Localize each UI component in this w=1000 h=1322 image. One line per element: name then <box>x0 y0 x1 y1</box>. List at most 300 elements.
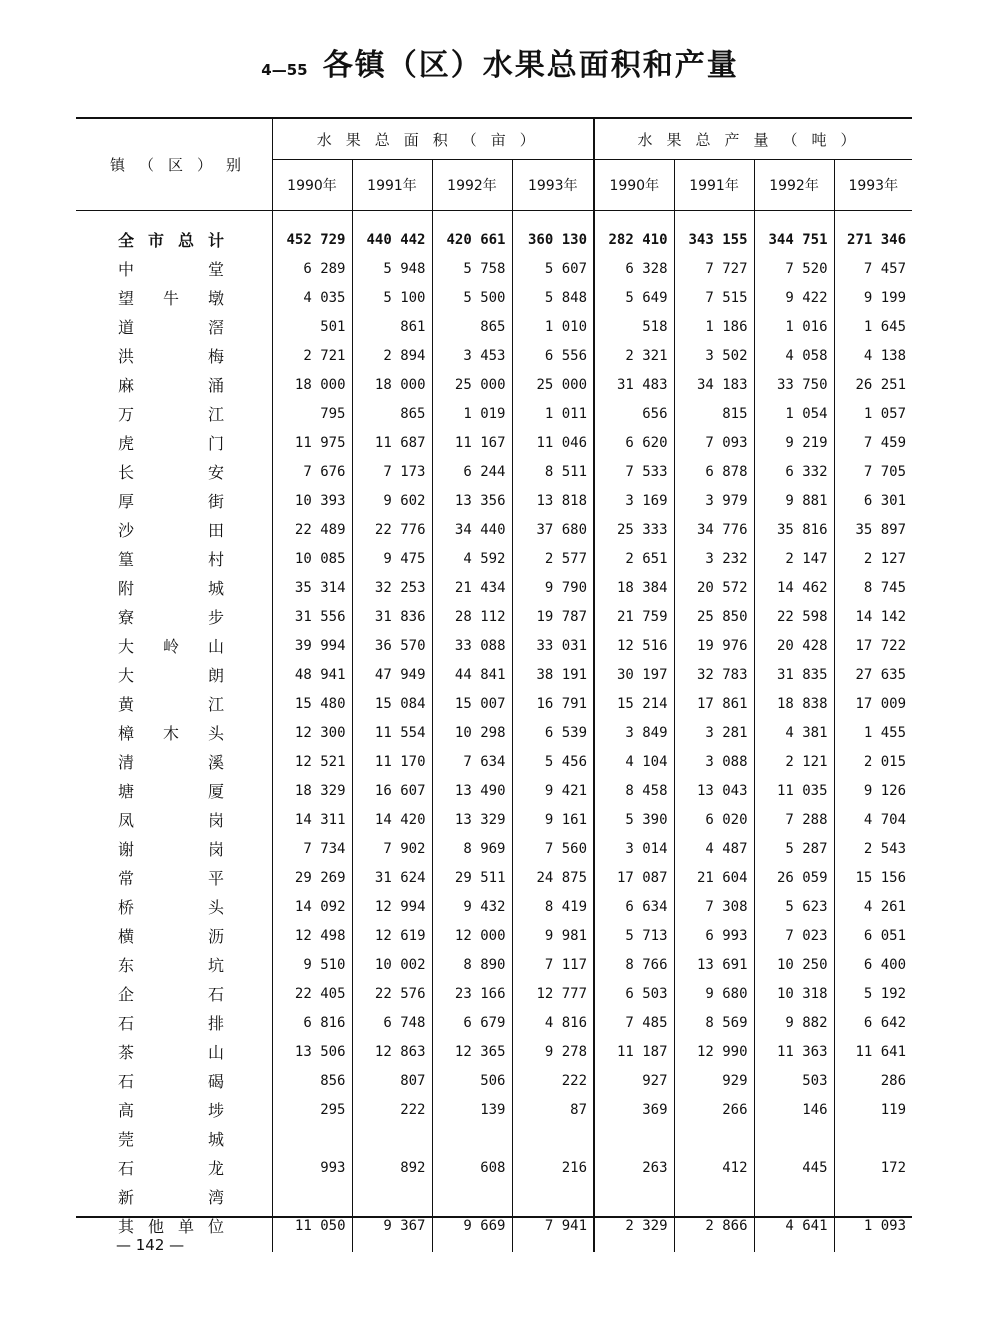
table-cell <box>512 1124 594 1153</box>
table-cell: 9 790 <box>512 573 594 602</box>
row-name-char: 黄 <box>118 695 135 714</box>
table-row <box>76 979 912 1008</box>
table-cell: 5 649 <box>594 283 674 312</box>
row-name-char: 篁 <box>118 550 135 569</box>
table-cell: 5 456 <box>512 747 594 776</box>
table-cell: 12 619 <box>352 921 432 950</box>
table-cell: 34 440 <box>432 515 512 544</box>
row-name-char: 他 <box>147 1217 164 1236</box>
table-cell: 25 333 <box>594 515 674 544</box>
table-cell: 18 329 <box>272 776 352 805</box>
row-name-char: 溪 <box>207 753 224 772</box>
table-cell: 2 321 <box>594 341 674 370</box>
row-name-text <box>118 953 224 976</box>
table-cell: 5 100 <box>352 283 432 312</box>
row-name-text <box>118 315 224 338</box>
table-cell <box>432 1124 512 1153</box>
table-cell: 7 533 <box>594 457 674 486</box>
row-name-char: 虎 <box>118 434 135 453</box>
table-cell: 33 088 <box>432 631 512 660</box>
table-cell: 9 669 <box>432 1211 512 1252</box>
row-name-char: 木 <box>162 724 179 743</box>
table-cell: 6 051 <box>834 921 912 950</box>
table-cell: 26 059 <box>754 863 834 892</box>
row-name-char: 江 <box>207 405 224 424</box>
table-cell: 7 288 <box>754 805 834 834</box>
table-cell: 11 046 <box>512 428 594 457</box>
table-cell: 503 <box>754 1066 834 1095</box>
table-cell: 7 734 <box>272 834 352 863</box>
table-title: 各镇（区）水果总面积和产量 <box>322 48 739 83</box>
table-cell: 15 156 <box>834 863 912 892</box>
table-cell: 10 393 <box>272 486 352 515</box>
table-cell <box>272 1124 352 1153</box>
row-name <box>76 660 272 689</box>
row-name-text <box>118 1040 224 1063</box>
table-cell: 11 170 <box>352 747 432 776</box>
table-cell: 9 422 <box>754 283 834 312</box>
table-cell: 10 298 <box>432 718 512 747</box>
table-cell: 344 751 <box>754 211 834 255</box>
table-cell: 4 104 <box>594 747 674 776</box>
table-cell: 13 043 <box>674 776 754 805</box>
row-name-text <box>118 837 224 860</box>
year-header: 1990年 <box>272 160 352 211</box>
table-cell: 412 <box>674 1153 754 1182</box>
row-name <box>76 747 272 776</box>
table-cell: 23 166 <box>432 979 512 1008</box>
table-cell: 13 818 <box>512 486 594 515</box>
production-group-header: 水果总产量（吨） <box>594 118 912 160</box>
table-cell: 7 634 <box>432 747 512 776</box>
table-row <box>76 1182 912 1211</box>
table-cell: 2 127 <box>834 544 912 573</box>
table-row <box>76 892 912 921</box>
table-cell: 5 500 <box>432 283 512 312</box>
row-name-char: 山 <box>207 1043 224 1062</box>
row-name-char: 洪 <box>118 347 135 366</box>
table-cell: 6 993 <box>674 921 754 950</box>
table-cell: 3 979 <box>674 486 754 515</box>
row-name-text <box>118 431 224 454</box>
table-cell: 9 219 <box>754 428 834 457</box>
table-cell: 4 058 <box>754 341 834 370</box>
table-row <box>76 718 912 747</box>
row-name-char: 石 <box>207 985 224 1004</box>
row-name-text <box>118 547 224 570</box>
table-row <box>76 805 912 834</box>
row-name <box>76 1008 272 1037</box>
table-cell: 6 878 <box>674 457 754 486</box>
row-name-char: 湾 <box>207 1188 224 1207</box>
table-cell: 445 <box>754 1153 834 1182</box>
row-name-text <box>118 634 224 657</box>
row-name-text <box>118 286 224 309</box>
table-row <box>76 1153 912 1182</box>
table-cell: 6 244 <box>432 457 512 486</box>
table-cell: 2 147 <box>754 544 834 573</box>
table-cell: 15 214 <box>594 689 674 718</box>
row-name-char: 寮 <box>118 608 135 627</box>
table-cell: 5 287 <box>754 834 834 863</box>
table-cell: 10 250 <box>754 950 834 979</box>
row-name <box>76 1066 272 1095</box>
table-cell: 4 641 <box>754 1211 834 1252</box>
row-name-char: 大 <box>118 637 135 656</box>
table-cell: 22 405 <box>272 979 352 1008</box>
row-name-char: 大 <box>118 666 135 685</box>
table-cell: 3 014 <box>594 834 674 863</box>
table-cell: 518 <box>594 312 674 341</box>
table-cell: 6 816 <box>272 1008 352 1037</box>
row-name-char: 滘 <box>207 318 224 337</box>
table-cell: 9 881 <box>754 486 834 515</box>
row-name <box>76 1153 272 1182</box>
table-cell: 4 381 <box>754 718 834 747</box>
table-cell: 8 969 <box>432 834 512 863</box>
table-cell: 6 301 <box>834 486 912 515</box>
table-cell: 28 112 <box>432 602 512 631</box>
row-name <box>76 544 272 573</box>
table-row <box>76 486 912 515</box>
table-cell: 47 949 <box>352 660 432 689</box>
row-name-text <box>118 808 224 831</box>
total-row <box>76 211 912 255</box>
table-cell: 31 483 <box>594 370 674 399</box>
table-cell: 26 251 <box>834 370 912 399</box>
year-header: 1992年 <box>754 160 834 211</box>
table-cell: 8 766 <box>594 950 674 979</box>
row-name <box>76 863 272 892</box>
row-name-text <box>118 1069 224 1092</box>
table-cell: 5 607 <box>512 254 594 283</box>
table-cell: 7 459 <box>834 428 912 457</box>
table-cell: 656 <box>594 399 674 428</box>
row-name-char: 全 <box>118 231 135 250</box>
row-name-char: 龙 <box>207 1159 224 1178</box>
table-row <box>76 747 912 776</box>
row-name <box>76 1037 272 1066</box>
row-name <box>76 602 272 631</box>
table-cell: 11 554 <box>352 718 432 747</box>
table-cell: 11 687 <box>352 428 432 457</box>
page-number: — 142 — <box>116 1236 185 1254</box>
table-cell: 11 641 <box>834 1037 912 1066</box>
table-cell: 6 020 <box>674 805 754 834</box>
row-name-char: 厚 <box>118 492 135 511</box>
row-name <box>76 1095 272 1124</box>
year-header: 1990年 <box>594 160 674 211</box>
table-cell: 263 <box>594 1153 674 1182</box>
table-row <box>76 1124 912 1153</box>
table-cell: 865 <box>432 312 512 341</box>
table-cell: 861 <box>352 312 432 341</box>
table-cell: 12 994 <box>352 892 432 921</box>
row-name-char: 城 <box>207 1130 224 1149</box>
row-name-char: 沙 <box>118 521 135 540</box>
row-name-text <box>118 721 224 744</box>
row-name-char: 山 <box>207 637 224 656</box>
table-row <box>76 1008 912 1037</box>
table-cell: 34 183 <box>674 370 754 399</box>
table-cell: 13 329 <box>432 805 512 834</box>
table-row <box>76 660 912 689</box>
table-cell: 18 000 <box>272 370 352 399</box>
row-name-char: 高 <box>118 1101 135 1120</box>
table-cell: 18 838 <box>754 689 834 718</box>
row-name-char: 桥 <box>118 898 135 917</box>
row-name-text <box>118 1185 224 1208</box>
table-cell: 6 400 <box>834 950 912 979</box>
table-cell: 27 635 <box>834 660 912 689</box>
table-cell: 24 875 <box>512 863 594 892</box>
row-name <box>76 631 272 660</box>
table-cell: 6 634 <box>594 892 674 921</box>
table-row <box>76 776 912 805</box>
table-cell: 440 442 <box>352 211 432 255</box>
table-cell: 7 676 <box>272 457 352 486</box>
table-cell: 1 186 <box>674 312 754 341</box>
row-name-char: 其 <box>118 1217 135 1236</box>
table-cell: 34 776 <box>674 515 754 544</box>
row-name <box>76 457 272 486</box>
table-cell: 1 645 <box>834 312 912 341</box>
table-cell: 31 624 <box>352 863 432 892</box>
row-name-char: 中 <box>118 260 135 279</box>
row-name-char: 沥 <box>207 927 224 946</box>
table-cell: 2 543 <box>834 834 912 863</box>
table-cell: 9 278 <box>512 1037 594 1066</box>
table-cell: 4 704 <box>834 805 912 834</box>
table-cell: 608 <box>432 1153 512 1182</box>
row-name-char: 总 <box>177 231 194 250</box>
row-name-char: 岗 <box>207 840 224 859</box>
table-cell: 32 253 <box>352 573 432 602</box>
table-cell: 15 480 <box>272 689 352 718</box>
table-cell: 3 849 <box>594 718 674 747</box>
table-cell: 295 <box>272 1095 352 1124</box>
row-name <box>76 341 272 370</box>
table-cell: 21 434 <box>432 573 512 602</box>
table-cell: 7 093 <box>674 428 754 457</box>
table-cell: 9 161 <box>512 805 594 834</box>
row-name-char: 市 <box>147 231 164 250</box>
row-name-text <box>118 373 224 396</box>
row-name-char: 步 <box>207 608 224 627</box>
table-cell: 271 346 <box>834 211 912 255</box>
table-cell: 4 035 <box>272 283 352 312</box>
table-cell: 9 421 <box>512 776 594 805</box>
table-cell: 13 691 <box>674 950 754 979</box>
table-cell: 14 311 <box>272 805 352 834</box>
table-cell: 815 <box>674 399 754 428</box>
row-name-text <box>118 663 224 686</box>
table-cell: 29 511 <box>432 863 512 892</box>
year-header: 1991年 <box>674 160 754 211</box>
table-cell: 35 314 <box>272 573 352 602</box>
table-cell: 6 328 <box>594 254 674 283</box>
table-cell: 2 651 <box>594 544 674 573</box>
table-cell: 33 031 <box>512 631 594 660</box>
row-name-text <box>118 924 224 947</box>
table-cell: 5 192 <box>834 979 912 1008</box>
table-cell: 3 502 <box>674 341 754 370</box>
table-cell: 17 722 <box>834 631 912 660</box>
row-name-char: 长 <box>118 463 135 482</box>
table-cell: 1 455 <box>834 718 912 747</box>
row-name-char: 岭 <box>162 637 179 656</box>
table-cell: 16 791 <box>512 689 594 718</box>
table-cell: 5 623 <box>754 892 834 921</box>
table-cell: 6 679 <box>432 1008 512 1037</box>
row-name-char: 单 <box>177 1217 194 1236</box>
table-row <box>76 1037 912 1066</box>
row-name-text <box>118 518 224 541</box>
table-cell: 8 890 <box>432 950 512 979</box>
row-name-text <box>118 1098 224 1121</box>
row-name-char: 塘 <box>118 782 135 801</box>
table-cell: 25 000 <box>432 370 512 399</box>
table-cell: 5 758 <box>432 254 512 283</box>
table-cell: 5 948 <box>352 254 432 283</box>
table-cell: 30 197 <box>594 660 674 689</box>
row-name-char: 门 <box>207 434 224 453</box>
row-name-char: 堂 <box>207 260 224 279</box>
table-cell: 17 087 <box>594 863 674 892</box>
table-cell: 172 <box>834 1153 912 1182</box>
table-cell <box>594 1182 674 1211</box>
bottom-rule <box>76 1216 912 1218</box>
area-group-header: 水果总面积（亩） <box>272 118 594 160</box>
row-name-text <box>118 750 224 773</box>
table-number: 4—55 <box>261 61 308 79</box>
row-name-char: 头 <box>207 898 224 917</box>
row-name-char: 江 <box>207 695 224 714</box>
table-cell: 7 520 <box>754 254 834 283</box>
row-name-char: 街 <box>207 492 224 511</box>
table-cell: 10 318 <box>754 979 834 1008</box>
table-cell: 7 308 <box>674 892 754 921</box>
table-row <box>76 834 912 863</box>
table-cell: 8 458 <box>594 776 674 805</box>
row-name-char: 望 <box>118 289 135 308</box>
table-cell: 12 365 <box>432 1037 512 1066</box>
table-row <box>76 921 912 950</box>
row-name-text <box>118 344 224 367</box>
row-name-char: 城 <box>207 579 224 598</box>
table-cell: 8 419 <box>512 892 594 921</box>
table-cell: 9 680 <box>674 979 754 1008</box>
row-name-text <box>118 982 224 1005</box>
table-cell: 9 475 <box>352 544 432 573</box>
table-cell: 31 835 <box>754 660 834 689</box>
table-cell: 286 <box>834 1066 912 1095</box>
row-name <box>76 515 272 544</box>
table-cell: 31 836 <box>352 602 432 631</box>
table-row <box>76 602 912 631</box>
row-name-text <box>118 779 224 802</box>
row-name <box>76 834 272 863</box>
table-cell: 19 976 <box>674 631 754 660</box>
table-cell: 4 487 <box>674 834 754 863</box>
table-cell <box>754 1124 834 1153</box>
row-name-char: 朗 <box>207 666 224 685</box>
table-cell: 15 007 <box>432 689 512 718</box>
row-name <box>76 254 272 283</box>
row-name-char: 茶 <box>118 1043 135 1062</box>
table-cell: 22 576 <box>352 979 432 1008</box>
table-cell: 15 084 <box>352 689 432 718</box>
table-cell: 993 <box>272 1153 352 1182</box>
table-cell: 7 457 <box>834 254 912 283</box>
table-cell: 452 729 <box>272 211 352 255</box>
row-name <box>76 370 272 399</box>
row-name-char: 梅 <box>207 347 224 366</box>
table-cell: 7 023 <box>754 921 834 950</box>
table-cell: 222 <box>352 1095 432 1124</box>
table-cell: 9 981 <box>512 921 594 950</box>
table-cell: 32 783 <box>674 660 754 689</box>
table-cell: 1 057 <box>834 399 912 428</box>
row-name-char: 东 <box>118 956 135 975</box>
table-cell: 9 510 <box>272 950 352 979</box>
row-name-text <box>118 1127 224 1150</box>
table-cell: 11 187 <box>594 1037 674 1066</box>
table-cell: 807 <box>352 1066 432 1095</box>
table-cell: 7 705 <box>834 457 912 486</box>
table-cell: 6 289 <box>272 254 352 283</box>
row-name-char: 头 <box>207 724 224 743</box>
table-cell: 22 776 <box>352 515 432 544</box>
row-name-char: 新 <box>118 1188 135 1207</box>
table-row <box>76 312 912 341</box>
table-row <box>76 399 912 428</box>
row-name <box>76 428 272 457</box>
table-cell: 1 019 <box>432 399 512 428</box>
table-row <box>76 573 912 602</box>
table-cell: 7 560 <box>512 834 594 863</box>
table-cell: 11 050 <box>272 1211 352 1252</box>
table-cell: 2 329 <box>594 1211 674 1252</box>
table-cell: 8 745 <box>834 573 912 602</box>
table-cell: 14 420 <box>352 805 432 834</box>
table-cell: 8 569 <box>674 1008 754 1037</box>
table-cell: 501 <box>272 312 352 341</box>
row-name <box>76 1124 272 1153</box>
table-row <box>76 283 912 312</box>
table-cell: 892 <box>352 1153 432 1182</box>
row-name <box>76 718 272 747</box>
table-cell: 7 941 <box>512 1211 594 1252</box>
row-name-char: 石 <box>118 1159 135 1178</box>
table-cell: 4 138 <box>834 341 912 370</box>
table-cell <box>272 1182 352 1211</box>
table-cell: 12 300 <box>272 718 352 747</box>
row-name-char: 计 <box>207 231 224 250</box>
table-cell <box>432 1182 512 1211</box>
row-name-char: 排 <box>207 1014 224 1033</box>
row-name-text <box>118 866 224 889</box>
table-row <box>76 1095 912 1124</box>
table-cell <box>834 1124 912 1153</box>
row-name-char: 坑 <box>207 956 224 975</box>
table-cell <box>352 1124 432 1153</box>
table-cell: 7 902 <box>352 834 432 863</box>
table-cell: 6 556 <box>512 341 594 370</box>
table-cell <box>352 1182 432 1211</box>
table-cell: 11 167 <box>432 428 512 457</box>
table-row <box>76 341 912 370</box>
